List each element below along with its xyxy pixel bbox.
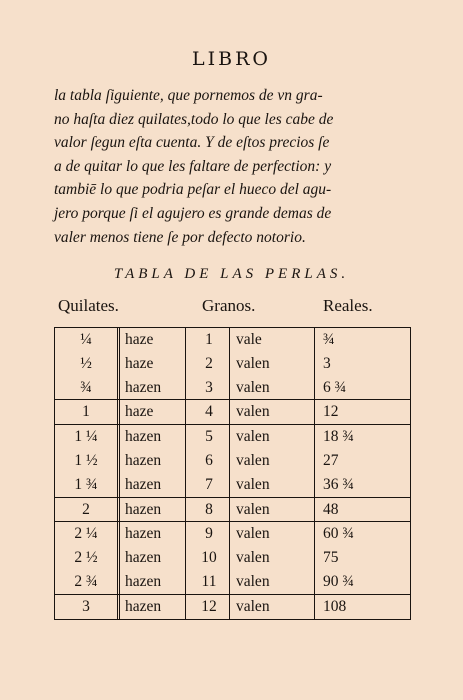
reales-cell: 108 xyxy=(323,597,347,615)
granos-cell: 2 xyxy=(205,354,213,372)
verb-cell: hazen xyxy=(125,500,162,518)
valor-cell: valen xyxy=(236,525,270,543)
paragraph-line: no haſta diez quilates,todo lo que les cabe de xyxy=(54,110,334,128)
quilates-cell: 1 ½ xyxy=(74,451,98,469)
quilates-cell: 2 ½ xyxy=(74,549,98,567)
table-row xyxy=(55,498,410,523)
paragraph-line: jero porque ſi el agujero es grande demas de xyxy=(54,204,332,222)
valor-cell: vale xyxy=(236,331,262,348)
verb-cell: hazen xyxy=(125,572,162,590)
verb-cell: hazen xyxy=(125,549,162,567)
verb-cell: hazen xyxy=(125,597,162,615)
granos-cell: 6 xyxy=(205,451,213,469)
reales-cell: 12 xyxy=(323,403,339,421)
verb-cell: hazen xyxy=(125,378,162,396)
quilates-cell: 1 xyxy=(82,403,90,421)
verb-cell: hazen xyxy=(125,428,162,446)
valor-cell: valen xyxy=(236,549,270,567)
quilates-cell: 1 ¾ xyxy=(74,475,98,493)
verb-cell: hazen xyxy=(125,475,162,493)
table-row xyxy=(55,328,410,352)
verb-cell: hazen xyxy=(125,451,162,469)
table-row xyxy=(55,473,410,498)
granos-cell: 12 xyxy=(201,597,217,615)
paragraph-line: valer menos tiene ſe por defecto notorio. xyxy=(54,228,306,246)
quilates-cell: 3 xyxy=(82,597,90,615)
verb-cell: hazen xyxy=(125,525,162,543)
granos-cell: 11 xyxy=(201,572,217,590)
granos-cell: 1 xyxy=(205,331,213,348)
verb-cell: haze xyxy=(125,354,154,372)
valor-cell: valen xyxy=(236,378,270,396)
reales-cell: 48 xyxy=(323,500,339,518)
reales-cell: 18 ¾ xyxy=(323,428,354,446)
granos-cell: 3 xyxy=(205,378,213,396)
granos-cell: 7 xyxy=(205,475,213,493)
quilates-cell: ¼ xyxy=(80,331,92,348)
quilates-cell: 2 ¾ xyxy=(74,572,98,590)
reales-cell: 90 ¾ xyxy=(323,572,354,590)
reales-cell: ¾ xyxy=(323,331,335,348)
table-title: TABLA DE LAS PERLAS. xyxy=(113,266,350,282)
reales-cell: 6 ¾ xyxy=(323,378,347,396)
reales-cell: 3 xyxy=(323,354,331,372)
column-header-granos: Granos. xyxy=(202,296,256,315)
table-row xyxy=(55,595,410,619)
quilates-cell: ¾ xyxy=(80,378,92,396)
granos-cell: 5 xyxy=(205,428,213,446)
quilates-cell: 2 ¼ xyxy=(74,525,98,543)
valor-cell: valen xyxy=(236,403,270,421)
running-head: LIBRO xyxy=(192,48,271,70)
reales-cell: 75 xyxy=(323,549,339,567)
paragraph-line: la tabla ſiguiente, que pornemos de vn gra- xyxy=(54,87,323,104)
table-row xyxy=(55,449,410,473)
granos-cell: 4 xyxy=(205,403,213,421)
quilates-cell: 1 ¼ xyxy=(74,428,98,446)
granos-cell: 9 xyxy=(205,525,213,543)
paragraph-line: valor ſegun eſta cuenta. Y de eſtos precios ſe xyxy=(54,134,330,152)
valor-cell: valen xyxy=(236,451,270,469)
reales-cell: 36 ¾ xyxy=(323,475,354,493)
paragraph-line: a de quitar lo que les faltare de perfection: y xyxy=(54,157,332,175)
reales-cell: 60 ¾ xyxy=(323,525,354,543)
table-row xyxy=(55,425,410,449)
quilates-cell: 2 xyxy=(82,500,90,518)
table-row xyxy=(55,522,410,546)
pearl-table xyxy=(54,327,411,620)
verb-cell: haze xyxy=(125,403,154,421)
table-row xyxy=(55,376,410,401)
valor-cell: valen xyxy=(236,597,270,615)
reales-cell: 27 xyxy=(323,451,339,469)
table-row xyxy=(55,570,410,595)
table-row xyxy=(55,352,410,376)
granos-cell: 8 xyxy=(205,500,213,518)
table-body xyxy=(55,328,410,619)
table-row xyxy=(55,546,410,570)
granos-cell: 10 xyxy=(201,549,217,567)
quilates-cell: ½ xyxy=(80,354,92,372)
verb-cell: haze xyxy=(125,331,154,348)
body-paragraph xyxy=(54,84,414,249)
table-row xyxy=(55,400,410,425)
valor-cell: valen xyxy=(236,500,270,518)
paragraph-line: tambiē lo que podria peſar el hueco del agu- xyxy=(54,181,332,199)
column-header-quilates: Quilates. xyxy=(58,296,119,315)
valor-cell: valen xyxy=(236,428,270,446)
valor-cell: valen xyxy=(236,572,270,590)
valor-cell: valen xyxy=(236,475,270,493)
valor-cell: valen xyxy=(236,354,270,372)
column-header-reales: Reales. xyxy=(323,296,373,315)
